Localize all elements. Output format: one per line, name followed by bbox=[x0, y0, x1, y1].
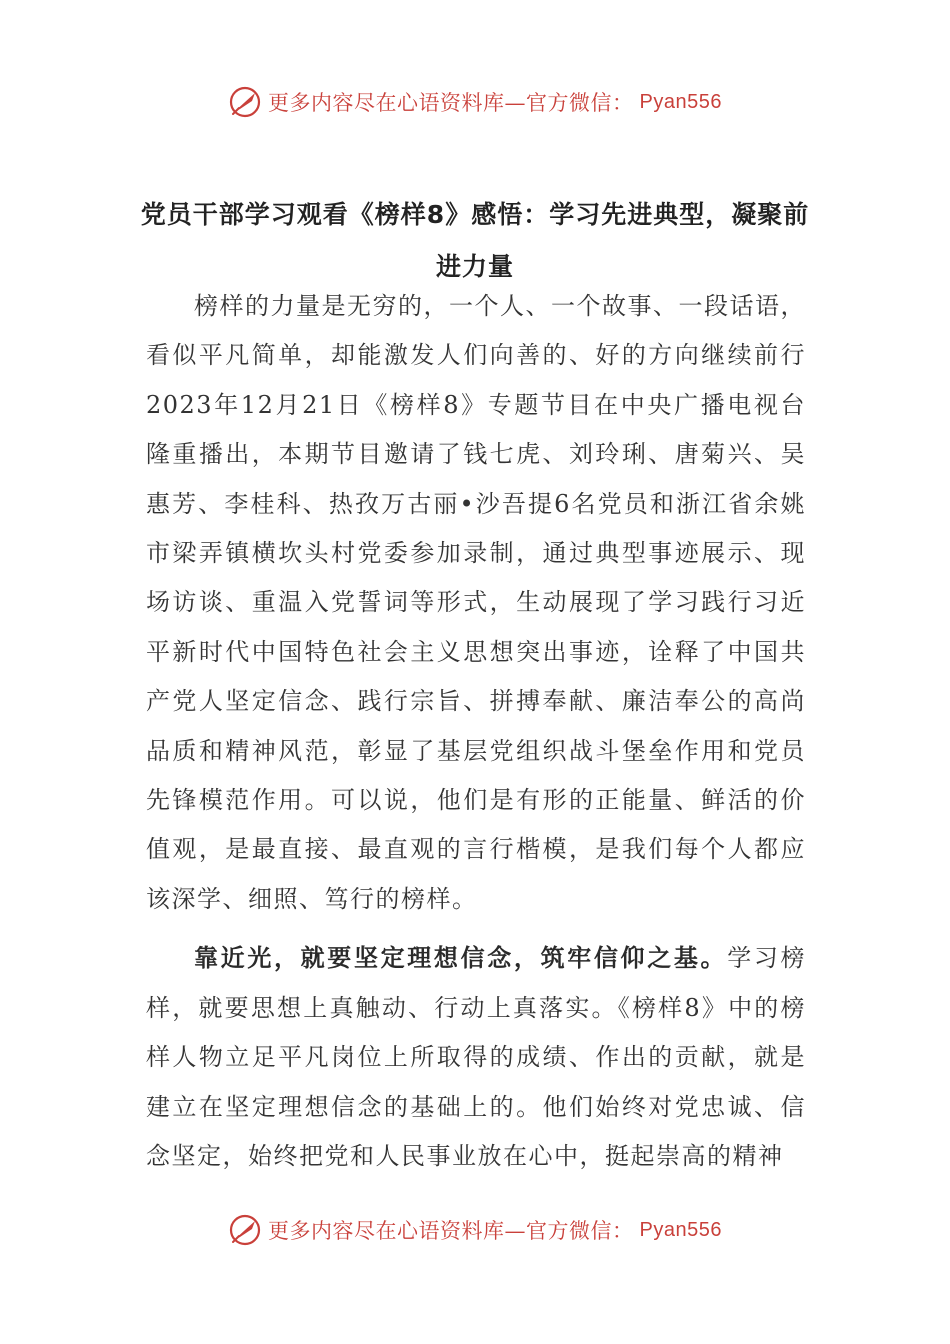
paragraph-intro-text: 榜样的力量是无穷的，一个人、一个故事、一段话语，看似平凡简单，却能激发人们向善的、好的方向继续前行2023年12月21日《榜样8》专题节目在中央广播电视台隆重播出，本期节目邀请了钱七虎、刘玲琍、唐菊兴、吴惠芳、李桂科、热孜万古丽•沙吾提6名党员和浙江省余姚市梁弄镇横坎头村党委参加录制，通过典型事迹展示、现场访谈、重温入党誓词等形式，生动展现了学习践行习近平新时代中国特色社会主义思想突出事迹，诠释了中国共产党人坚定信念、践行宗旨、拼搏奉献、廉洁奉公的高尚品质和精神风范，彰显了基层党组织战斗堡垒作用和党员先锋模范作用。可以说，他们是有形的正能量、鲜活的价值观，是最直接、最直观的言行楷模，是我们每个人都应该深学、细照、笃行的榜样。 bbox=[146, 292, 806, 913]
article-body bbox=[146, 282, 806, 1181]
watermark-text: 更多内容尽在心语资料库—官方微信： bbox=[268, 1219, 634, 1243]
paragraph-lead-heading: 靠近光，就要坚定理想信念，筑牢信仰之基。 bbox=[194, 943, 728, 973]
watermark-banner-top bbox=[0, 82, 950, 122]
watermark-contact: Pyan556 bbox=[639, 90, 722, 113]
watermark-contact: Pyan556 bbox=[639, 1218, 722, 1241]
quill-pen-logo-icon bbox=[228, 85, 262, 119]
quill-pen-logo-icon bbox=[228, 1213, 262, 1247]
paragraph-ideals-text: 学习榜样，就要思想上真触动、行动上真落实。《榜样8》中的榜样人物立足平凡岗位上所取得的成绩、作出的贡献，就是建立在坚定理想信念的基础上的。他们始终对党忠诚、信念坚定，始终把党和人民事业放在心中，挺起崇高的精神 bbox=[146, 944, 807, 1170]
paragraph-intro bbox=[146, 282, 806, 924]
paragraph-ideals bbox=[146, 933, 806, 1181]
article-title: 党员干部学习观看《榜样8》感悟：学习先进典型，凝聚前进力量 bbox=[140, 199, 810, 281]
watermark-banner-bottom bbox=[0, 1210, 950, 1250]
watermark-text: 更多内容尽在心语资料库—官方微信： bbox=[268, 91, 634, 115]
